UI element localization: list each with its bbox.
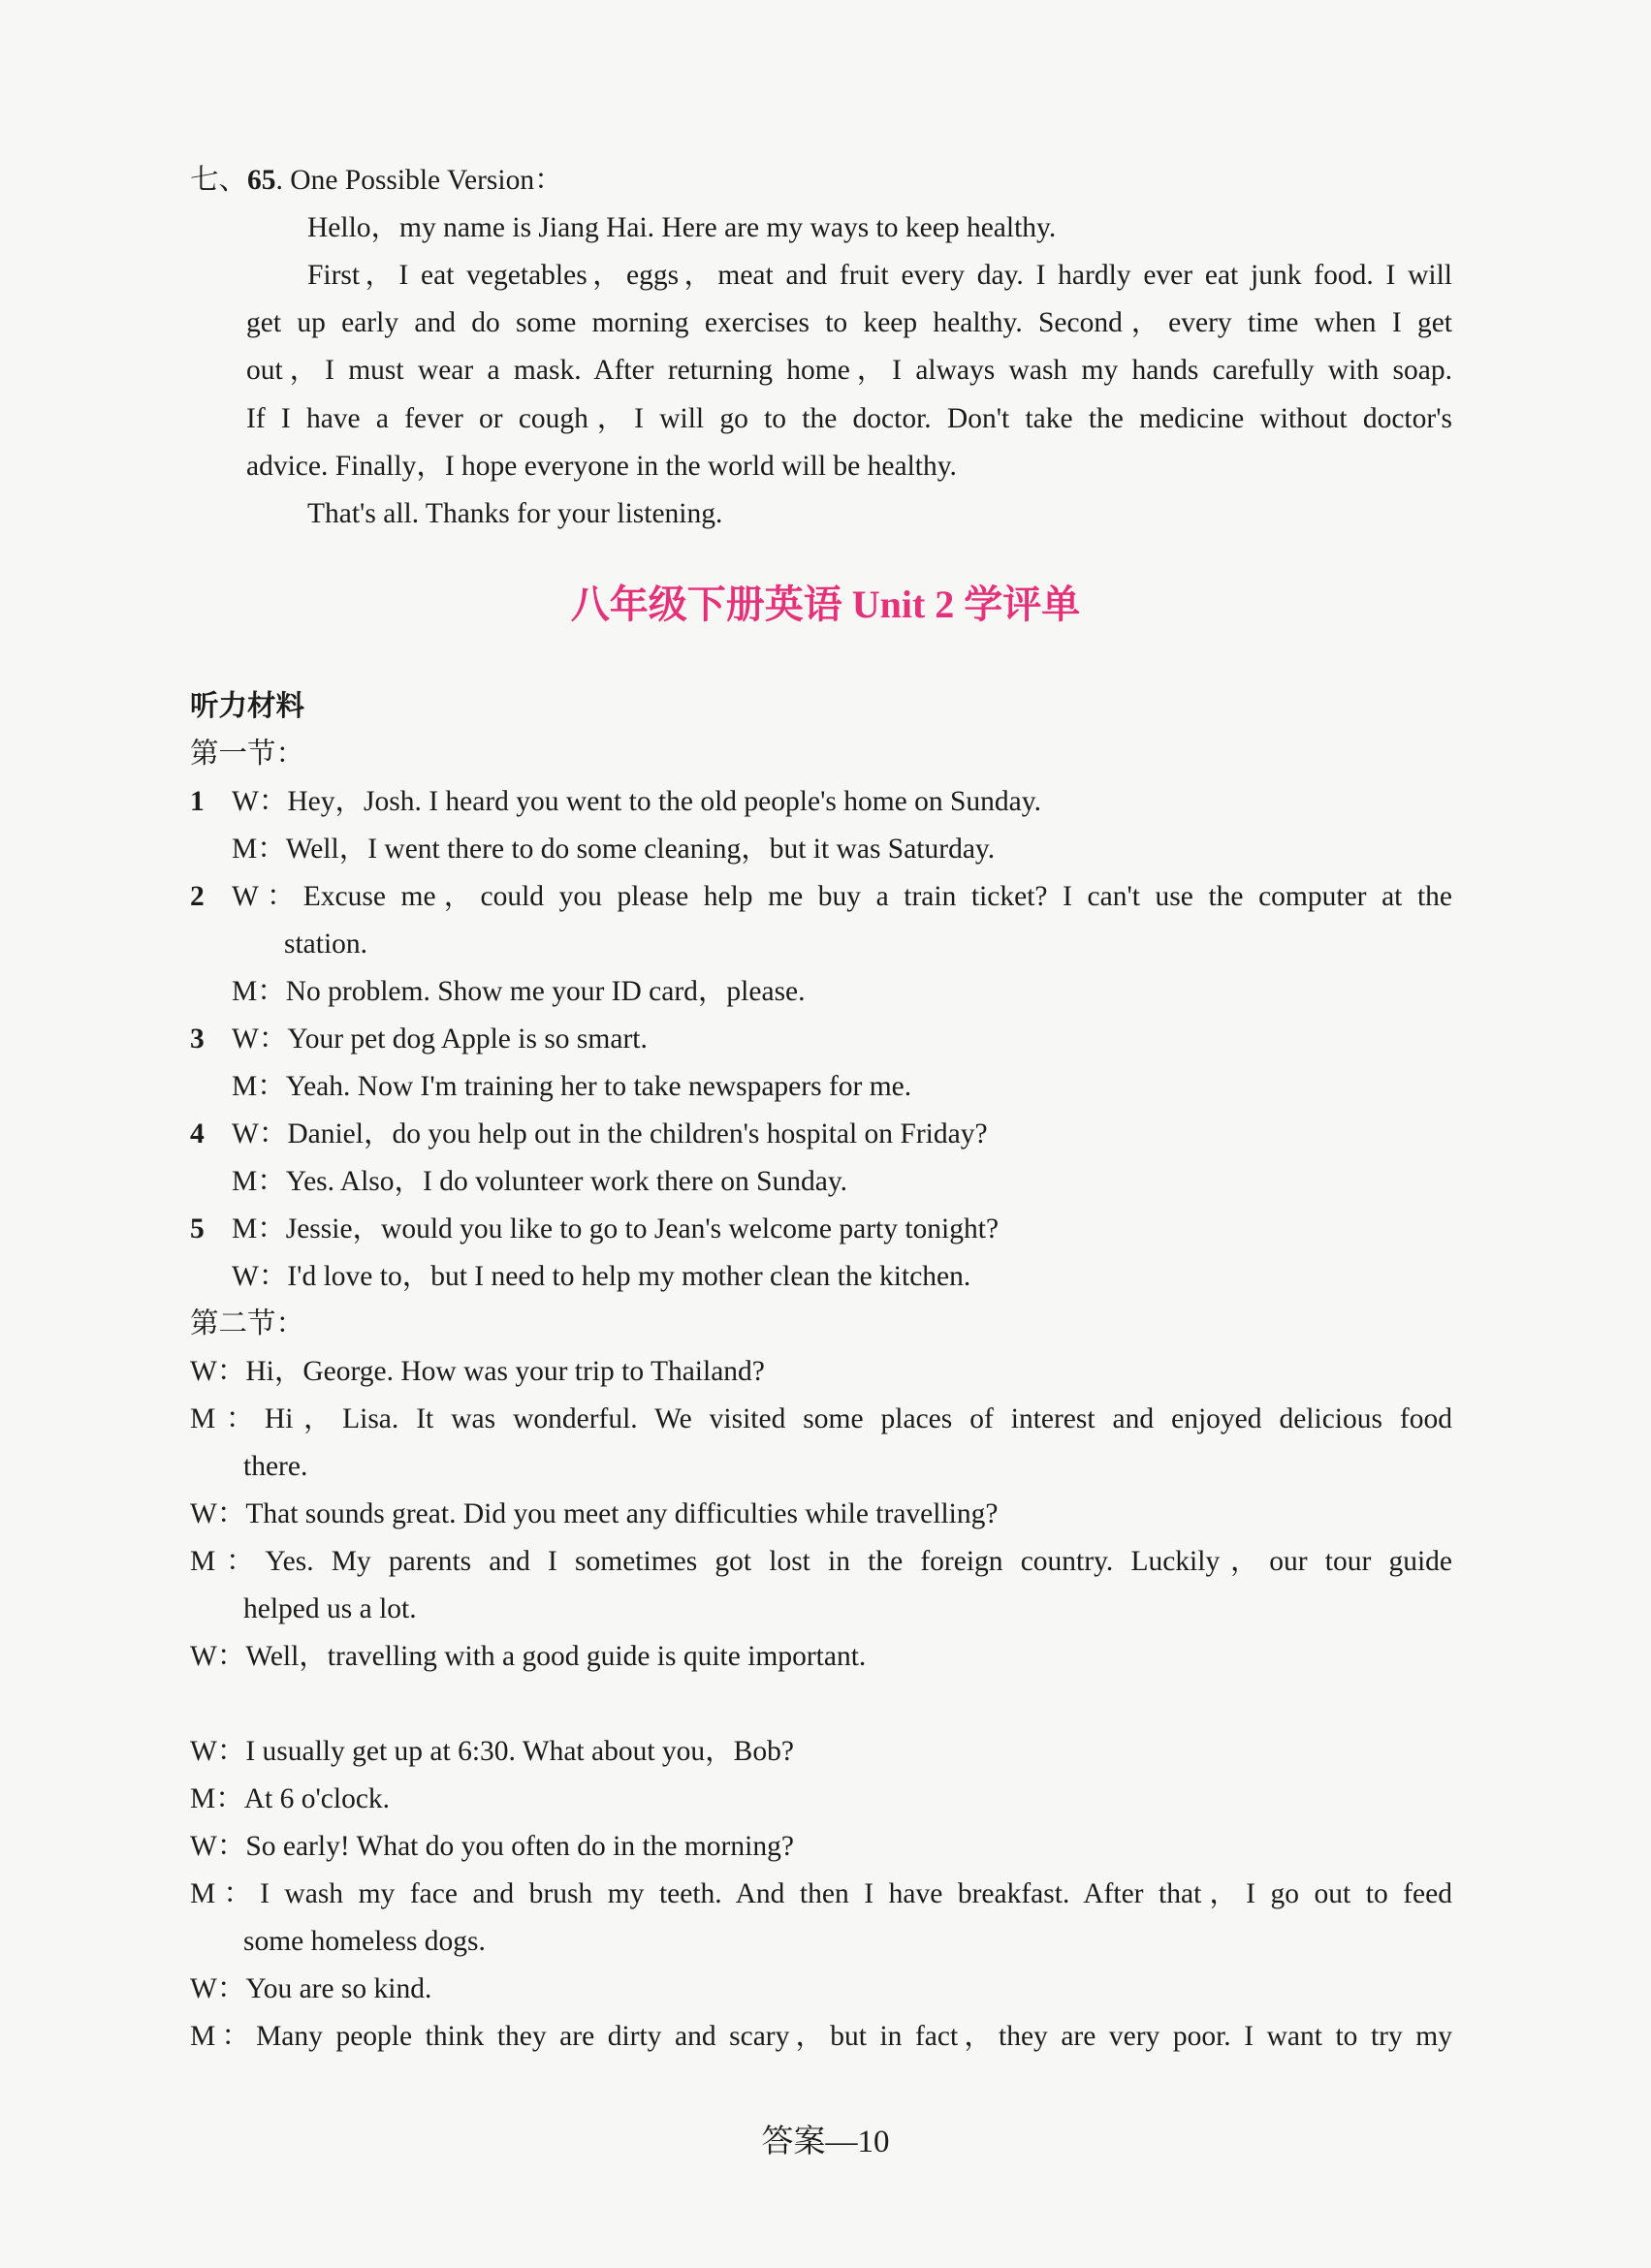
dialogue-line: station.: [284, 929, 368, 960]
dialogue-line: M：Yes. Also，I do volunteer work there on Sunday.: [232, 1166, 848, 1197]
dialogue-line: W：So early! What do you often do in the morning?: [190, 1831, 794, 1862]
item-number: 2: [190, 881, 205, 912]
essay-line: First，I eat vegetables，eggs，meat and fruit every day. I hardly ever eat junk food. I will: [307, 260, 1452, 291]
item-number: 3: [190, 1024, 205, 1055]
dialogue-line: M：Yeah. Now I'm training her to take newspapers for me.: [232, 1071, 912, 1102]
dialogue-line: M：Many people think they are dirty and scary，but in fact，they are very poor. I want to try my: [190, 2021, 1452, 2052]
dialogue-line: W：Daniel，do you help out in the children's hospital on Friday?: [232, 1118, 988, 1150]
list-item: [190, 1210, 999, 1248]
list-item: [190, 782, 1041, 821]
page-number: 答案—10: [761, 2125, 890, 2159]
dialogue-line: some homeless dogs.: [243, 1926, 486, 1957]
dialogue-line: M：I wash my face and brush my teeth. And then I have breakfast. After that，I go out to feed: [190, 1878, 1452, 1909]
dialogue-line: helped us a lot.: [243, 1593, 417, 1624]
list-item: [190, 1020, 648, 1058]
essay-heading: [190, 161, 563, 200]
essay-line: Hello，my name is Jiang Hai. Here are my ways to keep healthy.: [307, 212, 1057, 243]
essay-num: 65: [247, 165, 276, 196]
dialogue-line: W：I usually get up at 6:30. What about you，Bob?: [190, 1736, 794, 1767]
item-number: 4: [190, 1118, 205, 1150]
dialogue-line: M：Yes. My parents and I sometimes got lost in the foreign country. Luckily，our tour guide: [190, 1546, 1452, 1577]
section1-label: 第一节：: [190, 739, 305, 770]
essay-num-prefix: 七、: [190, 165, 248, 196]
dialogue-line: M：Well，I went there to do some cleaning，but it was Saturday.: [232, 834, 996, 865]
dialogue-line: M：Hi，Lisa. It was wonderful. We visited some places of interest and enjoyed delicious food: [190, 1403, 1452, 1434]
essay-line: get up early and do some morning exercises to keep healthy. Second，every time when I get: [246, 307, 1452, 338]
section2-label: 第二节：: [190, 1308, 305, 1339]
item-number: 1: [190, 786, 205, 817]
section-title: 八年级下册英语 Unit 2 学评单: [570, 583, 1081, 626]
dialogue-line: M：Jessie，would you like to go to Jean's welcome party tonight?: [232, 1213, 1000, 1244]
dialogue-line: W：Hi，George. How was your trip to Thailand?: [190, 1356, 765, 1387]
listening-heading: 听力材料: [190, 691, 305, 722]
essay-line: advice. Finally，I hope everyone in the world will be healthy.: [246, 451, 957, 482]
essay-line: out，I must wear a mask. After returning home，I always wash my hands carefully with soap.: [246, 355, 1452, 386]
essay-line: That's all. Thanks for your listening.: [307, 498, 723, 529]
list-item: [190, 877, 1452, 916]
dialogue-line: W：You are so kind.: [190, 1973, 432, 2004]
dialogue-line: W：Well，travelling with a good guide is quite important.: [190, 1641, 867, 1672]
dialogue-line: W：That sounds great. Did you meet any difficulties while travelling?: [190, 1498, 999, 1529]
essay-line: If I have a fever or cough，I will go to the doctor. Don't take the medicine without doctor's: [246, 403, 1452, 434]
dialogue-line: W：Your pet dog Apple is so smart.: [232, 1024, 648, 1055]
dialogue-line: W：Excuse me，could you please help me buy a train ticket? I can't use the computer at the: [232, 881, 1452, 912]
dialogue-line: there.: [243, 1451, 308, 1482]
dialogue-line: M：No problem. Show me your ID card，please.: [232, 976, 806, 1007]
dialogue-line: W：I'd love to，but I need to help my mother clean the kitchen.: [232, 1261, 971, 1292]
essay-heading-text: . One Possible Version：: [275, 165, 563, 196]
item-number: 5: [190, 1213, 205, 1244]
dialogue-line: W：Hey，Josh. I heard you went to the old people's home on Sunday.: [232, 786, 1041, 817]
dialogue-line: M：At 6 o'clock.: [190, 1783, 391, 1814]
list-item: [190, 1115, 988, 1153]
